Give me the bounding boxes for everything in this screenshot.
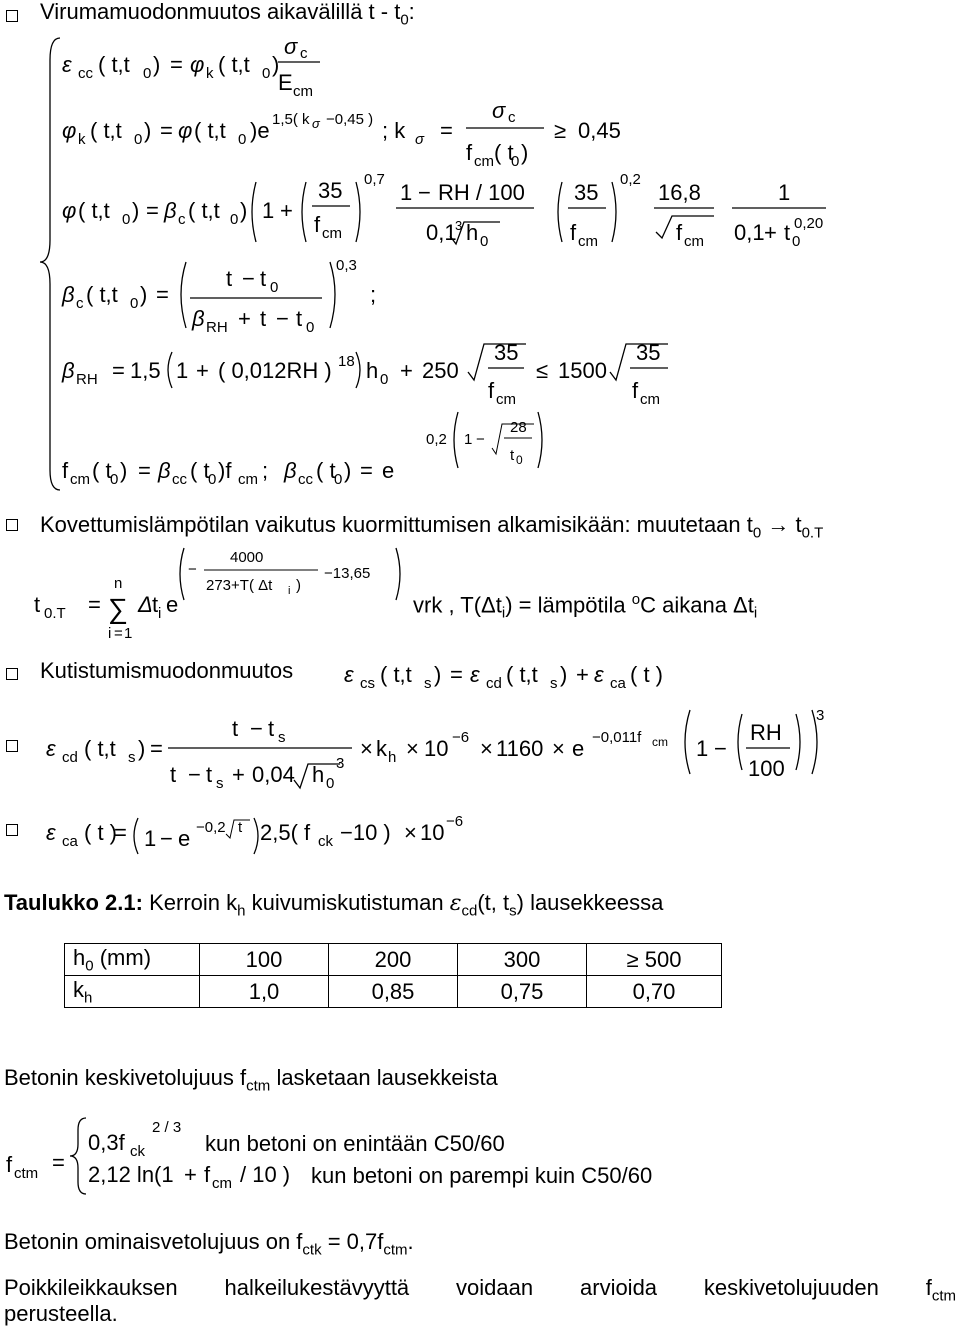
svg-text:=: =: [450, 662, 463, 687]
svg-text:h: h: [466, 220, 479, 245]
svg-text:0: 0: [262, 65, 271, 82]
svg-text:t: t: [34, 592, 41, 617]
svg-text:273+T( Δt: 273+T( Δt: [206, 577, 273, 594]
svg-text:s: s: [424, 675, 432, 692]
svg-text:−13,65: −13,65: [324, 565, 371, 582]
svg-text:): ): [240, 198, 248, 223]
svg-text:0: 0: [306, 319, 315, 336]
svg-text:t: t: [260, 266, 267, 291]
svg-text:( t,t: ( t,t: [84, 736, 116, 761]
mean-tensile-strength-paragraph: Betonin keskivetolujuus $f_{ctm}$ lasketaan lausekkeista: [4, 1065, 498, 1095]
svg-text:0,2: 0,2: [620, 171, 641, 188]
svg-text:0: 0: [110, 471, 119, 488]
svg-text:0: 0: [516, 453, 523, 467]
svg-text:( t,t: ( t,t: [218, 52, 250, 77]
svg-text:h: h: [312, 762, 325, 787]
svg-text:cc: cc: [172, 471, 187, 488]
svg-text:( t,t: ( t,t: [98, 52, 130, 77]
svg-text:): ): [153, 52, 161, 77]
svg-text:−: −: [242, 266, 255, 291]
svg-text:−: −: [188, 561, 197, 578]
svg-text:−0,2: −0,2: [196, 819, 226, 836]
svg-text:): ): [296, 577, 301, 594]
svg-text:−10 ): −10 ): [340, 820, 391, 845]
svg-text:cm: cm: [496, 391, 516, 408]
svg-text:ca: ca: [610, 675, 626, 692]
table-cell: 0,75: [458, 976, 587, 1008]
svg-text:( t,t: ( t,t: [380, 662, 412, 687]
svg-text:0,2: 0,2: [426, 431, 447, 448]
svg-text:−: −: [188, 762, 201, 787]
svg-text:0,3f: 0,3f: [88, 1130, 125, 1155]
svg-text:s: s: [128, 749, 136, 766]
svg-text:RH: RH: [750, 720, 782, 745]
svg-text:ck: ck: [318, 833, 333, 850]
svg-text:φ: φ: [190, 52, 205, 77]
svg-text:( t,t: ( t,t: [78, 198, 110, 223]
svg-text:i: i: [108, 625, 112, 642]
svg-text:1: 1: [464, 431, 473, 448]
svg-text:0: 0: [130, 295, 139, 312]
svg-text:f: f: [632, 378, 639, 403]
eq-nonlinear-creep: [62, 98, 621, 170]
svg-text:cc: cc: [298, 471, 313, 488]
svg-text:+: +: [576, 662, 589, 687]
shrinkage-heading: Kutistumismuodonmuutos: [40, 658, 294, 683]
svg-text:c: c: [300, 45, 308, 62]
svg-text:=: =: [160, 118, 173, 143]
svg-text:ε: ε: [470, 662, 480, 687]
table-cell: $k_h$: [65, 976, 200, 1008]
svg-text:E: E: [278, 70, 293, 95]
svg-text:): ): [344, 458, 352, 483]
svg-text:0: 0: [208, 471, 217, 488]
table-cell: 100: [200, 944, 329, 976]
svg-text:cm: cm: [652, 735, 668, 749]
svg-text:=: =: [440, 118, 453, 143]
eq-total-shrinkage: [344, 662, 663, 692]
svg-text:f: f: [62, 458, 69, 483]
svg-text:n: n: [114, 575, 123, 592]
svg-text:2 / 3: 2 / 3: [152, 1119, 182, 1136]
svg-text:10: 10: [424, 736, 449, 761]
svg-text:t: t: [232, 716, 239, 741]
svg-text:): ): [138, 736, 146, 761]
svg-text:k: k: [206, 65, 214, 82]
svg-text:0,04: 0,04: [252, 762, 295, 787]
eq-autogenous-shrinkage: [46, 813, 463, 854]
svg-text:+: +: [400, 358, 413, 383]
svg-text:1: 1: [778, 180, 791, 205]
svg-text:cm: cm: [293, 83, 313, 100]
svg-text:σ: σ: [312, 116, 320, 131]
svg-text:0: 0: [143, 65, 152, 82]
svg-text:)e: )e: [250, 118, 270, 143]
svg-text:=: =: [170, 52, 183, 77]
table-cell: 0,85: [329, 976, 458, 1008]
svg-text:2,12 ln(1: 2,12 ln(1: [88, 1162, 174, 1187]
svg-text:e: e: [178, 826, 191, 851]
svg-text:2,5( f: 2,5( f: [260, 820, 311, 845]
svg-text:cm: cm: [322, 225, 342, 242]
svg-text:( t: ( t: [316, 458, 336, 483]
svg-text:( t,t: ( t,t: [188, 198, 220, 223]
svg-text:−6: −6: [446, 813, 464, 830]
svg-text:0,45: 0,45: [578, 118, 621, 143]
svg-text:=: =: [156, 282, 169, 307]
svg-text:≤: ≤: [536, 358, 549, 383]
svg-text:×: ×: [552, 736, 565, 761]
svg-text:RH: RH: [76, 371, 98, 388]
svg-text:+: +: [238, 306, 251, 331]
svg-text:( t ): ( t ): [630, 662, 663, 687]
svg-text:( t: ( t: [190, 458, 210, 483]
svg-text:RH / 100: RH / 100: [438, 180, 525, 205]
svg-text:σ: σ: [284, 34, 298, 59]
svg-text:×: ×: [406, 736, 419, 761]
table-cell: 1,0: [200, 976, 329, 1008]
svg-text:; k: ; k: [382, 118, 406, 143]
svg-text:0: 0: [122, 211, 131, 228]
svg-text:0: 0: [238, 131, 247, 148]
svg-text:1,5: 1,5: [130, 358, 161, 383]
svg-text:28: 28: [510, 419, 527, 436]
svg-text:cd: cd: [62, 749, 78, 766]
svg-text:β: β: [164, 198, 177, 223]
svg-text:100: 100: [748, 756, 785, 781]
svg-text:∑: ∑: [108, 593, 128, 624]
svg-text:( t: ( t: [92, 458, 112, 483]
svg-text:k: k: [78, 131, 86, 148]
svg-text:1: 1: [144, 826, 157, 851]
svg-text:ε: ε: [344, 662, 354, 687]
svg-text:4000: 4000: [230, 549, 264, 566]
svg-text:=: =: [360, 458, 373, 483]
svg-text:0: 0: [380, 371, 389, 388]
svg-text:=: =: [112, 358, 125, 383]
svg-text:σ: σ: [492, 98, 506, 123]
svg-text:0,1: 0,1: [734, 220, 765, 245]
svg-text:Δ: Δ: [138, 592, 153, 617]
svg-text:cm: cm: [238, 471, 258, 488]
svg-text:=: =: [138, 458, 151, 483]
svg-text:ε: ε: [46, 736, 56, 761]
svg-text:−6: −6: [452, 729, 470, 746]
svg-text:cm: cm: [684, 233, 704, 250]
table-cell: $h_0$ (mm): [65, 944, 200, 976]
svg-text:1: 1: [696, 736, 709, 761]
eq-beta-c: [61, 257, 376, 336]
svg-text:t: t: [260, 306, 267, 331]
svg-text:h: h: [366, 358, 379, 383]
eq-creep-strain: [62, 34, 320, 100]
system-brace: [40, 38, 60, 490]
svg-text:+: +: [764, 220, 777, 245]
svg-text:35: 35: [318, 178, 343, 203]
svg-text:( t,t: ( t,t: [194, 118, 226, 143]
fctm-case2-text: kun betoni on parempi kuin C50/60: [311, 1163, 653, 1188]
svg-text:×: ×: [360, 736, 373, 761]
svg-text:ctm: ctm: [14, 1165, 39, 1182]
svg-text:3: 3: [336, 755, 345, 772]
table-cell: 0,70: [587, 976, 722, 1008]
svg-text:≥: ≥: [554, 118, 567, 143]
svg-text:ε: ε: [594, 662, 604, 687]
svg-text:cd: cd: [486, 675, 502, 692]
svg-text:cm: cm: [640, 391, 660, 408]
svg-text:0: 0: [270, 279, 279, 296]
svg-text:f: f: [676, 220, 683, 245]
svg-text:): ): [132, 198, 140, 223]
svg-text:−0,45 ): −0,45 ): [326, 111, 374, 128]
svg-text:t: t: [206, 762, 213, 787]
svg-text:): ): [521, 140, 529, 165]
eq-beta-rh: [61, 340, 668, 408]
svg-text:10: 10: [420, 820, 445, 845]
crack-resistance-paragraph-end: perusteella.: [4, 1301, 118, 1326]
crack-resistance-paragraph: Poikkileikkauksen halkeilukestävyyttä voidaan arvioida keskivetolujuuden $f_{ctm}$: [4, 1275, 956, 1305]
svg-text:/ 10 ): / 10 ): [240, 1162, 291, 1187]
svg-text:i: i: [288, 585, 291, 597]
temperature-definition: vrk , $T(\Delta t_i)$ = lämpötila $^o$C aikana $\Delta t_i$: [413, 591, 758, 622]
svg-text:3: 3: [455, 218, 463, 233]
svg-text:+: +: [280, 198, 293, 223]
svg-text:c: c: [508, 109, 516, 126]
svg-text:−: −: [476, 431, 485, 448]
svg-text:f: f: [466, 140, 473, 165]
svg-text:t: t: [226, 266, 233, 291]
eq-fcm-t0: [62, 412, 542, 488]
svg-text:( t,t: ( t,t: [506, 662, 538, 687]
svg-text:): ): [144, 118, 152, 143]
svg-text:0: 0: [511, 153, 520, 170]
svg-text:k: k: [376, 736, 387, 761]
svg-text:0,1: 0,1: [426, 220, 457, 245]
svg-text:e: e: [166, 592, 179, 617]
svg-text:φ: φ: [178, 118, 193, 143]
svg-text:35: 35: [636, 340, 661, 365]
svg-text:0,20: 0,20: [794, 215, 824, 232]
svg-text:s: s: [216, 775, 224, 792]
svg-text:cm: cm: [578, 233, 598, 250]
svg-text:β: β: [62, 282, 75, 307]
svg-text:=: =: [88, 592, 101, 617]
svg-text:35: 35: [574, 180, 599, 205]
svg-text:1160: 1160: [496, 736, 544, 761]
eq-fctm-cases: [6, 1118, 290, 1194]
svg-text:=: =: [114, 625, 123, 642]
svg-text:f: f: [488, 378, 495, 403]
fctm-case1-text: kun betoni on enintään C50/60: [205, 1131, 505, 1156]
characteristic-tensile-paragraph: Betonin ominaisvetolujuus on $f_{ctk} = 0,7f_{ctm}$.: [4, 1229, 414, 1259]
svg-text:cm: cm: [474, 153, 494, 170]
svg-text:( t ): ( t ): [84, 820, 117, 845]
svg-text:1: 1: [262, 198, 275, 223]
svg-text:16,8: 16,8: [658, 180, 701, 205]
svg-text:0: 0: [134, 131, 143, 148]
svg-text:ck: ck: [130, 1143, 145, 1160]
svg-text:−: −: [276, 306, 289, 331]
svg-text:−: −: [714, 736, 727, 761]
svg-text:×: ×: [480, 736, 493, 761]
svg-text:+: +: [232, 762, 245, 787]
svg-text:): ): [434, 662, 442, 687]
svg-text:( t,t: ( t,t: [90, 118, 122, 143]
svg-text:=: =: [114, 820, 127, 845]
svg-text:0: 0: [334, 471, 343, 488]
svg-text:( 0,012RH ): ( 0,012RH ): [218, 358, 332, 383]
eq-creep-coefficient: [62, 171, 826, 250]
svg-text:( t,t: ( t,t: [86, 282, 118, 307]
svg-text:−: −: [418, 180, 431, 205]
svg-text:35: 35: [494, 340, 519, 365]
svg-text:cs: cs: [360, 675, 375, 692]
svg-text:ε: ε: [46, 820, 56, 845]
creep-heading: Virumamuodonmuutos aikavälillä t - $t_0$:: [40, 0, 415, 29]
table-cell: 300: [458, 944, 587, 976]
svg-text:h: h: [388, 749, 397, 766]
table-cell: 200: [329, 944, 458, 976]
eq-drying-shrinkage: [46, 707, 824, 792]
svg-text:f: f: [6, 1152, 13, 1177]
svg-text:φ: φ: [62, 118, 77, 143]
svg-text:=: =: [146, 198, 159, 223]
svg-text:t: t: [268, 716, 275, 741]
svg-text:=: =: [150, 736, 163, 761]
svg-text:0,3: 0,3: [336, 257, 357, 274]
svg-text:;: ;: [370, 282, 377, 307]
svg-text:t: t: [152, 592, 159, 617]
svg-text:RH: RH: [206, 319, 228, 336]
svg-text:0: 0: [480, 233, 489, 250]
svg-text:+: +: [196, 358, 209, 383]
svg-text:e: e: [382, 458, 395, 483]
svg-text:1: 1: [176, 358, 189, 383]
svg-text:1500: 1500: [558, 358, 607, 383]
svg-text:e: e: [572, 736, 585, 761]
svg-text:cc: cc: [78, 65, 93, 82]
svg-text:c: c: [178, 211, 186, 228]
svg-text:t: t: [784, 220, 791, 245]
svg-text:0.T: 0.T: [44, 605, 66, 622]
svg-text:t: t: [238, 819, 243, 836]
table-caption: Taulukko 2.1: Kerroin $k_h$ kuivumiskutistuman $\varepsilon_{cd}(t$, $t_s$) lausekkeessa: [4, 890, 664, 920]
svg-text:0,7: 0,7: [364, 171, 385, 188]
svg-text:18: 18: [338, 353, 355, 370]
svg-text:−0,011f: −0,011f: [592, 729, 642, 746]
svg-text:3: 3: [816, 707, 825, 724]
svg-text:β: β: [192, 306, 205, 331]
svg-text:0: 0: [326, 775, 335, 792]
svg-text:φ: φ: [62, 198, 77, 223]
svg-text:cm: cm: [70, 471, 90, 488]
curing-temperature-heading: Kovettumislämpötilan vaikutus kuormittumisen alkamisikään: muutetaan $t_0 \to t_{0.T}$: [40, 512, 824, 542]
svg-text:s: s: [278, 729, 286, 746]
eq-temperature-adjusted-age: [34, 548, 400, 642]
svg-text:×: ×: [404, 820, 417, 845]
svg-text:f: f: [570, 220, 577, 245]
table-cell: ≥ 500: [587, 944, 722, 976]
svg-text:)f: )f: [218, 458, 232, 483]
svg-text:( t: ( t: [494, 140, 514, 165]
svg-text:;: ;: [262, 458, 269, 483]
svg-text:σ: σ: [415, 131, 425, 148]
svg-text:ε: ε: [62, 52, 72, 77]
svg-text:): ): [560, 662, 568, 687]
svg-text:): ): [120, 458, 128, 483]
svg-text:f: f: [314, 212, 321, 237]
svg-text:t: t: [170, 762, 177, 787]
svg-text:−: −: [250, 716, 263, 741]
svg-text:250: 250: [422, 358, 459, 383]
svg-text:−: −: [160, 826, 173, 851]
svg-text:=: =: [52, 1150, 65, 1175]
svg-text:c: c: [76, 295, 84, 312]
svg-text:ca: ca: [62, 833, 78, 850]
svg-text:0: 0: [792, 233, 801, 250]
svg-text:s: s: [550, 675, 558, 692]
svg-text:1: 1: [400, 180, 413, 205]
svg-text:1: 1: [124, 625, 133, 642]
svg-text:f: f: [204, 1162, 211, 1187]
svg-text:): ): [272, 52, 280, 77]
svg-text:β: β: [158, 458, 171, 483]
svg-text:cm: cm: [212, 1175, 232, 1192]
svg-text:β: β: [284, 458, 297, 483]
svg-text:t: t: [296, 306, 303, 331]
svg-text:0: 0: [230, 211, 239, 228]
svg-text:1,5( k: 1,5( k: [272, 111, 310, 128]
svg-text:t: t: [510, 447, 515, 464]
svg-text:β: β: [62, 358, 75, 383]
svg-text:): ): [140, 282, 148, 307]
svg-text:i: i: [158, 605, 162, 622]
svg-text:+: +: [184, 1162, 197, 1187]
